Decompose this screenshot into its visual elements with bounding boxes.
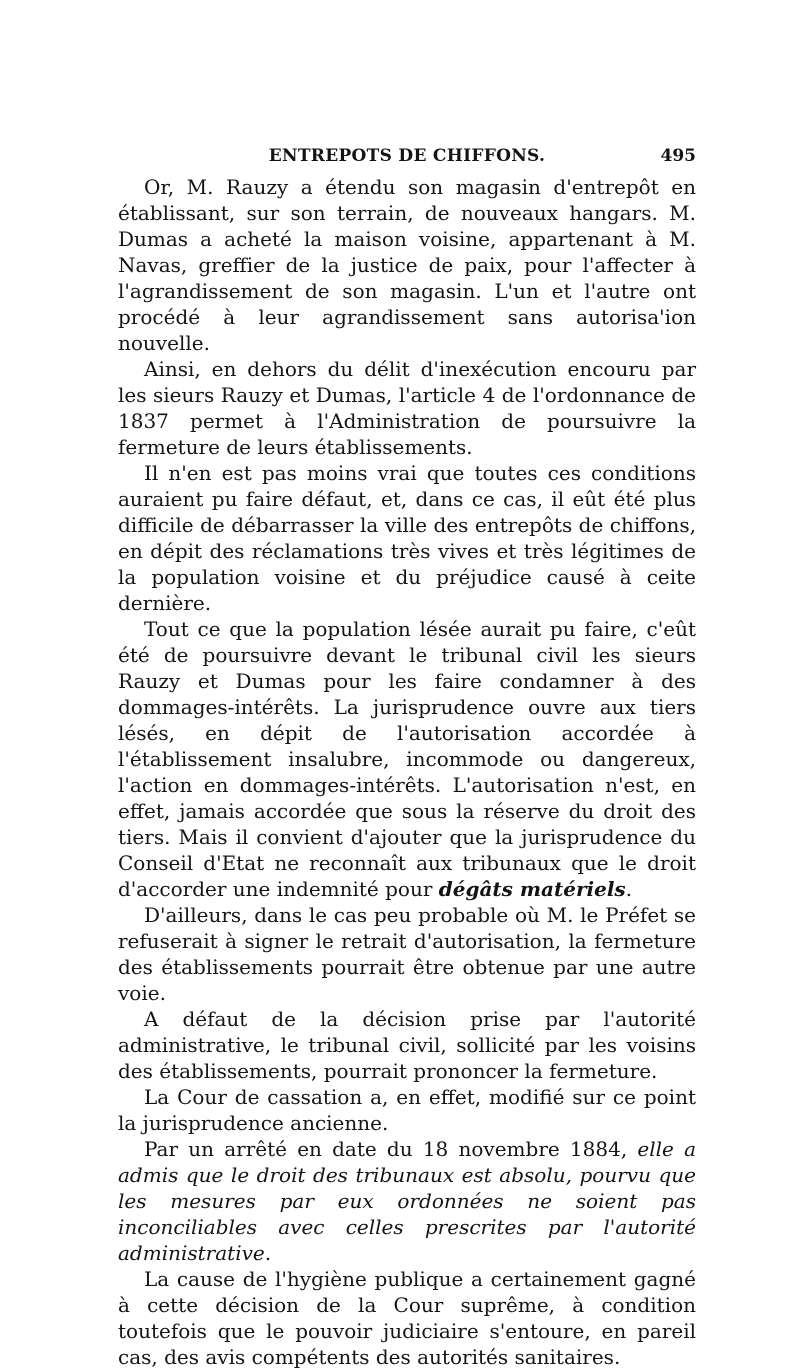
paragraph <box>118 616 696 902</box>
emphasized-text: elle a admis que le droit des tribunaux est absolu, pourvu que les mesures par eux ordonnées ne soient pas inconciliables avec celles prescrites par l'autorité administrative <box>118 1137 697 1265</box>
paragraph-text-end: . <box>625 877 633 901</box>
page-header <box>118 146 696 172</box>
paragraph: La Cour de cassation a, en effet, modifié sur ce point la jurisprudence ancienne. <box>118 1085 696 1135</box>
paragraph: Ainsi, en dehors du délit d'inexécution encouru par les sieurs Rauzy et Dumas, l'article 4 de l'ordonnance de 1837 permet à l'Administration de poursuivre la fermeture de leurs établissements. <box>118 357 696 459</box>
page-number: 495 <box>660 146 696 166</box>
running-title: ENTREPOTS DE CHIFFONS. <box>268 146 546 166</box>
emphasized-text: dégâts matériels <box>438 877 626 901</box>
paragraph-text-end: . <box>264 1241 272 1265</box>
paragraph: D'ailleurs, dans le cas peu probable où M. le Préfet se refuserait à signer le retrait d'autorisation, la fermeture des établissements pourrait être obtenue par une autre voie. <box>118 903 696 1005</box>
paragraph: A défaut de la décision prise par l'autorité administrative, le tribunal civil, sollicité par les voisins des établissements, pourrait prononcer la fermeture. <box>118 1007 696 1083</box>
paragraph: Il n'en est pas moins vrai que toutes ces conditions auraient pu faire défaut, et, dans ce cas, il eût été plus difficile de débarrasser la ville des entrepôts de chiffons, en dépit des réclamations très vives et très légitimes de la population voisine et du préjudice causé à ceite dernière. <box>118 461 696 615</box>
paragraph: La cause de l'hygiène publique a certainement gagné à cette décision de la Cour suprême, à condition toutefois que le pouvoir judiciaire s'entoure, en pareil cas, des avis compétents des autorités sanitaires. <box>118 1267 696 1369</box>
paragraph: Or, M. Rauzy a étendu son magasin d'entrepôt en établissant, sur son terrain, de nouveaux hangars. M. Dumas a acheté la maison voisine, appartenant à M. Navas, greffier de la justice de paix, pour l'affecter à l'agrandissement de son magasin. L'un et l'autre ont procédé à leur agrandissement sans autorisa'ion nouvelle. <box>118 175 696 355</box>
paragraph-text: Par un arrêté en date du 18 novembre 1884, <box>144 1137 638 1161</box>
paragraph-text: Tout ce que la population lésée aurait pu faire, c'eût été de poursuivre devant le tribunal civil les sieurs Rauzy et Dumas pour les faire condamner à des dommages-intérêts. La jurisprudence ouvre aux tiers lésés, en dépit de l'autorisation accordée à l'établissement insalubre, incommode ou dangereux, l'action en dommages-intérêts. L'autorisation n'est, en effet, jamais accordée que sous la réserve du droit des tiers. Mais il convient d'ajouter que la jurisprudence du Conseil d'Etat ne reconnaît aux tribunaux que le droit d'accorder une indemnité pour <box>118 617 696 901</box>
page-body <box>118 174 696 1370</box>
paragraph <box>118 1136 696 1266</box>
